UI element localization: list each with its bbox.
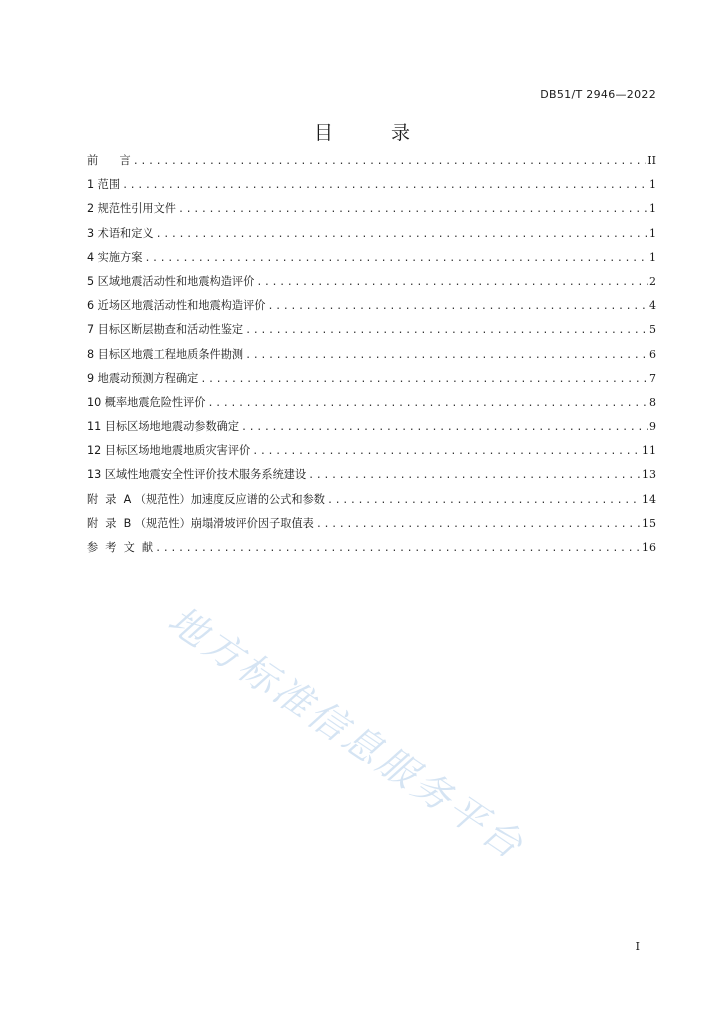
- toc-leader-dots: [316, 519, 641, 530]
- document-code: DB51/T 2946—2022: [540, 88, 656, 101]
- toc-leader-dots: [207, 398, 648, 409]
- toc-entry-label: 5 区域地震活动性和地震构造评价: [87, 274, 255, 288]
- toc-leader-dots: [268, 301, 649, 312]
- toc-entry-label: 6 近场区地震活动性和地震构造评价: [87, 299, 266, 313]
- toc-entry-3[interactable]: [87, 225, 656, 249]
- toc-title: 目 录: [313, 122, 437, 144]
- toc-entry-label: 11 目标区场地地震动参数确定: [87, 420, 240, 434]
- toc-entry-page: II: [647, 154, 656, 167]
- toc-entry-page: 16: [642, 541, 656, 554]
- toc-entry-5[interactable]: [87, 273, 656, 297]
- toc-entry-6[interactable]: [87, 297, 656, 321]
- toc-entry-12[interactable]: [87, 442, 656, 466]
- toc-entry-label: 参 考 文 献: [87, 541, 154, 554]
- toc-entry-4[interactable]: [87, 249, 656, 273]
- toc-entry-page: 4: [649, 299, 656, 313]
- toc-leader-dots: [245, 325, 648, 336]
- toc-leader-dots: [245, 350, 648, 361]
- toc-leader-dots: [308, 470, 641, 481]
- toc-entry-label: 9 地震动预测方程确定: [87, 371, 199, 385]
- toc-entry-13[interactable]: [87, 466, 656, 490]
- toc-leader-dots: [252, 446, 641, 457]
- toc-entry-page: 1: [649, 178, 656, 192]
- toc-entry-page: 8: [649, 395, 656, 409]
- toc-entry-label: 3 术语和定义: [87, 226, 154, 240]
- toc-entry-page: 13: [642, 468, 656, 482]
- toc-leader-dots: [122, 180, 648, 191]
- toc-entry-appendix-a[interactable]: [87, 491, 656, 515]
- toc-entry-label: 1 范围: [87, 178, 121, 192]
- toc-entry-page: 1: [649, 202, 656, 216]
- toc-leader-dots: [178, 204, 648, 215]
- toc-leader-dots: [133, 156, 647, 167]
- toc-entry-page: 14: [642, 492, 656, 506]
- toc-entry-label: 8 目标区地震工程地质条件勘测: [87, 347, 244, 361]
- table-of-contents: [87, 152, 656, 563]
- toc-leader-dots: [241, 422, 648, 433]
- toc-entry-label: 10 概率地震危险性评价: [87, 395, 206, 409]
- toc-entry-page: 11: [642, 444, 656, 458]
- toc-entry-references[interactable]: [87, 539, 656, 563]
- toc-entry-label: 7 目标区断层勘查和活动性鉴定: [87, 323, 244, 337]
- toc-entry-label: 附 录 A （规范性）加速度反应谱的公式和参数: [87, 492, 325, 506]
- toc-leader-dots: [200, 374, 648, 385]
- toc-entry-7[interactable]: [87, 321, 656, 345]
- toc-entry-8[interactable]: [87, 346, 656, 370]
- toc-entry-9[interactable]: [87, 370, 656, 394]
- toc-entry-label: 13 区域性地震安全性评价技术服务系统建设: [87, 468, 307, 482]
- toc-entry-label: 2 规范性引用文件: [87, 202, 176, 216]
- toc-entry-label: 附 录 B （规范性）崩塌滑坡评价因子取值表: [87, 516, 314, 530]
- page-number: I: [635, 940, 640, 953]
- toc-leader-dots: [156, 229, 648, 240]
- toc-entry-2[interactable]: [87, 200, 656, 224]
- watermark-text: 地方标准信息服务平台: [160, 597, 534, 869]
- toc-entry-label: 4 实施方案: [87, 250, 143, 264]
- toc-entry-preface[interactable]: [87, 152, 656, 176]
- toc-entry-appendix-b[interactable]: [87, 515, 656, 539]
- toc-entry-page: 5: [649, 323, 656, 337]
- toc-leader-dots: [256, 277, 648, 288]
- toc-entry-page: 6: [649, 347, 656, 361]
- toc-entry-page: 9: [649, 420, 656, 434]
- toc-entry-page: 1: [649, 226, 656, 240]
- toc-entry-11[interactable]: [87, 418, 656, 442]
- toc-entry-label: 前 言: [87, 154, 131, 167]
- toc-entry-page: 7: [649, 371, 656, 385]
- toc-leader-dots: [155, 543, 641, 554]
- toc-leader-dots: [144, 253, 648, 264]
- toc-entry-label: 12 目标区场地地震地质灾害评价: [87, 444, 251, 458]
- toc-entry-page: 1: [649, 250, 656, 264]
- toc-entry-10[interactable]: [87, 394, 656, 418]
- toc-entry-page: 15: [642, 516, 656, 530]
- toc-entry-page: 2: [649, 274, 656, 288]
- toc-entry-1[interactable]: [87, 176, 656, 200]
- toc-leader-dots: [327, 495, 641, 506]
